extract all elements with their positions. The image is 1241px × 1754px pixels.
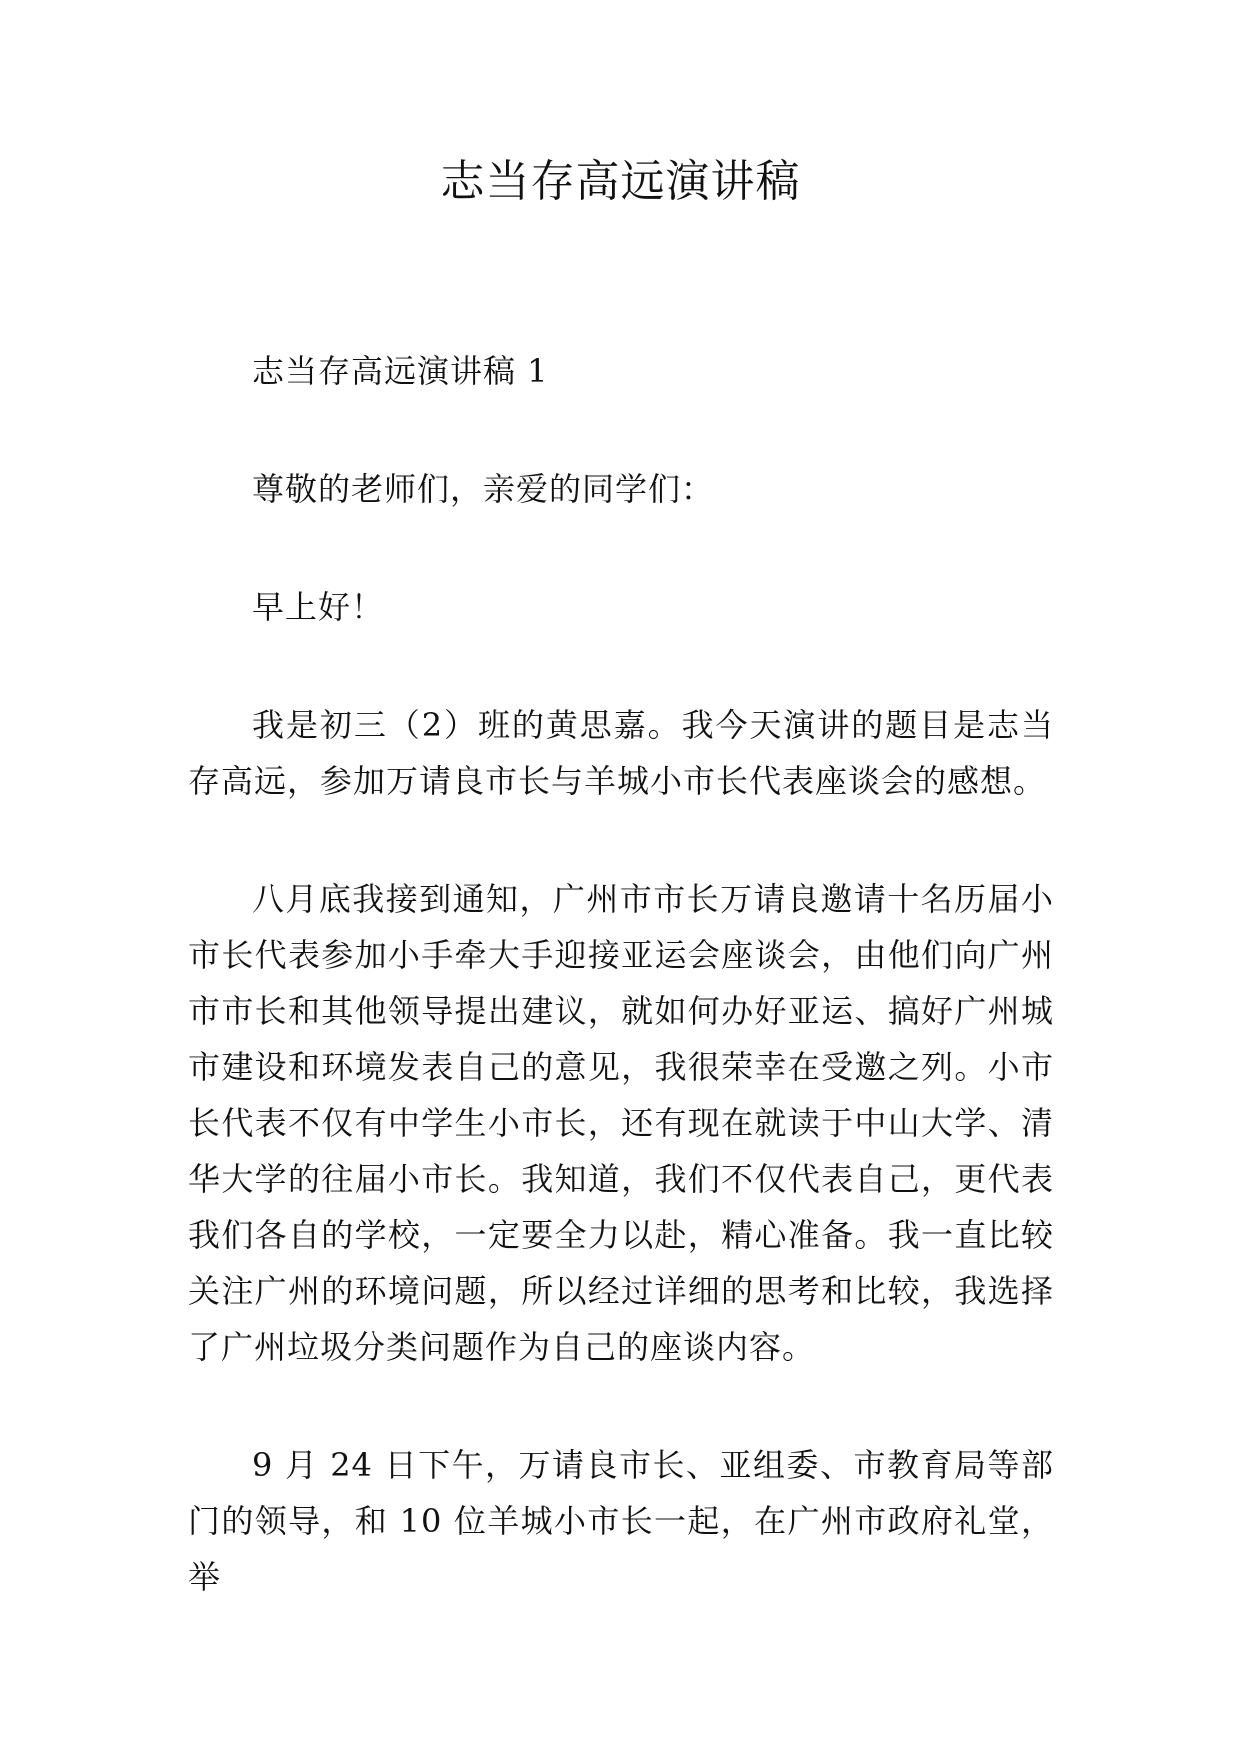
document-body xyxy=(188,343,1054,1667)
section-heading: 志当存高远演讲稿 1 xyxy=(252,352,549,390)
intro-paragraph: 我是初三（2）班的黄思嘉。我今天演讲的题目是志当存高远，参加万请良市长与羊城小市长代表座谈会的感想。 xyxy=(188,706,1054,800)
salutation-paragraph: 尊敬的老师们，亲爱的同学们： xyxy=(252,470,715,508)
body-paragraph: 八月底我接到通知，广州市市长万请良邀请十名历届小市长代表参加小手牵大手迎接亚运会座谈会，由他们向广州市市长和其他领导提出建议，就如何办好亚运、搞好广州城市建设和环境发表自己的意见，我很荣幸在受邀之列。小市长代表不仅有中学生小市长，还有现在就读于中山大学、清华大学的往届小市长。我知道，我们不仅代表自己，更代表我们各自的学校，一定要全力以赴，精心准备。我一直比较关注广州的环境问题，所以经过详细的思考和比较，我选择了广州垃圾分类问题作为自己的座谈内容。 xyxy=(188,880,1054,1366)
document-title: 志当存高远演讲稿 xyxy=(440,156,801,207)
greeting-paragraph: 早上好！ xyxy=(252,588,385,626)
body-paragraph: 9 月 24 日下午，万请良市长、亚组委、市教育局等部门的领导，和 10 位羊城小市长一起，在广州市政府礼堂，举 xyxy=(188,1446,1054,1596)
